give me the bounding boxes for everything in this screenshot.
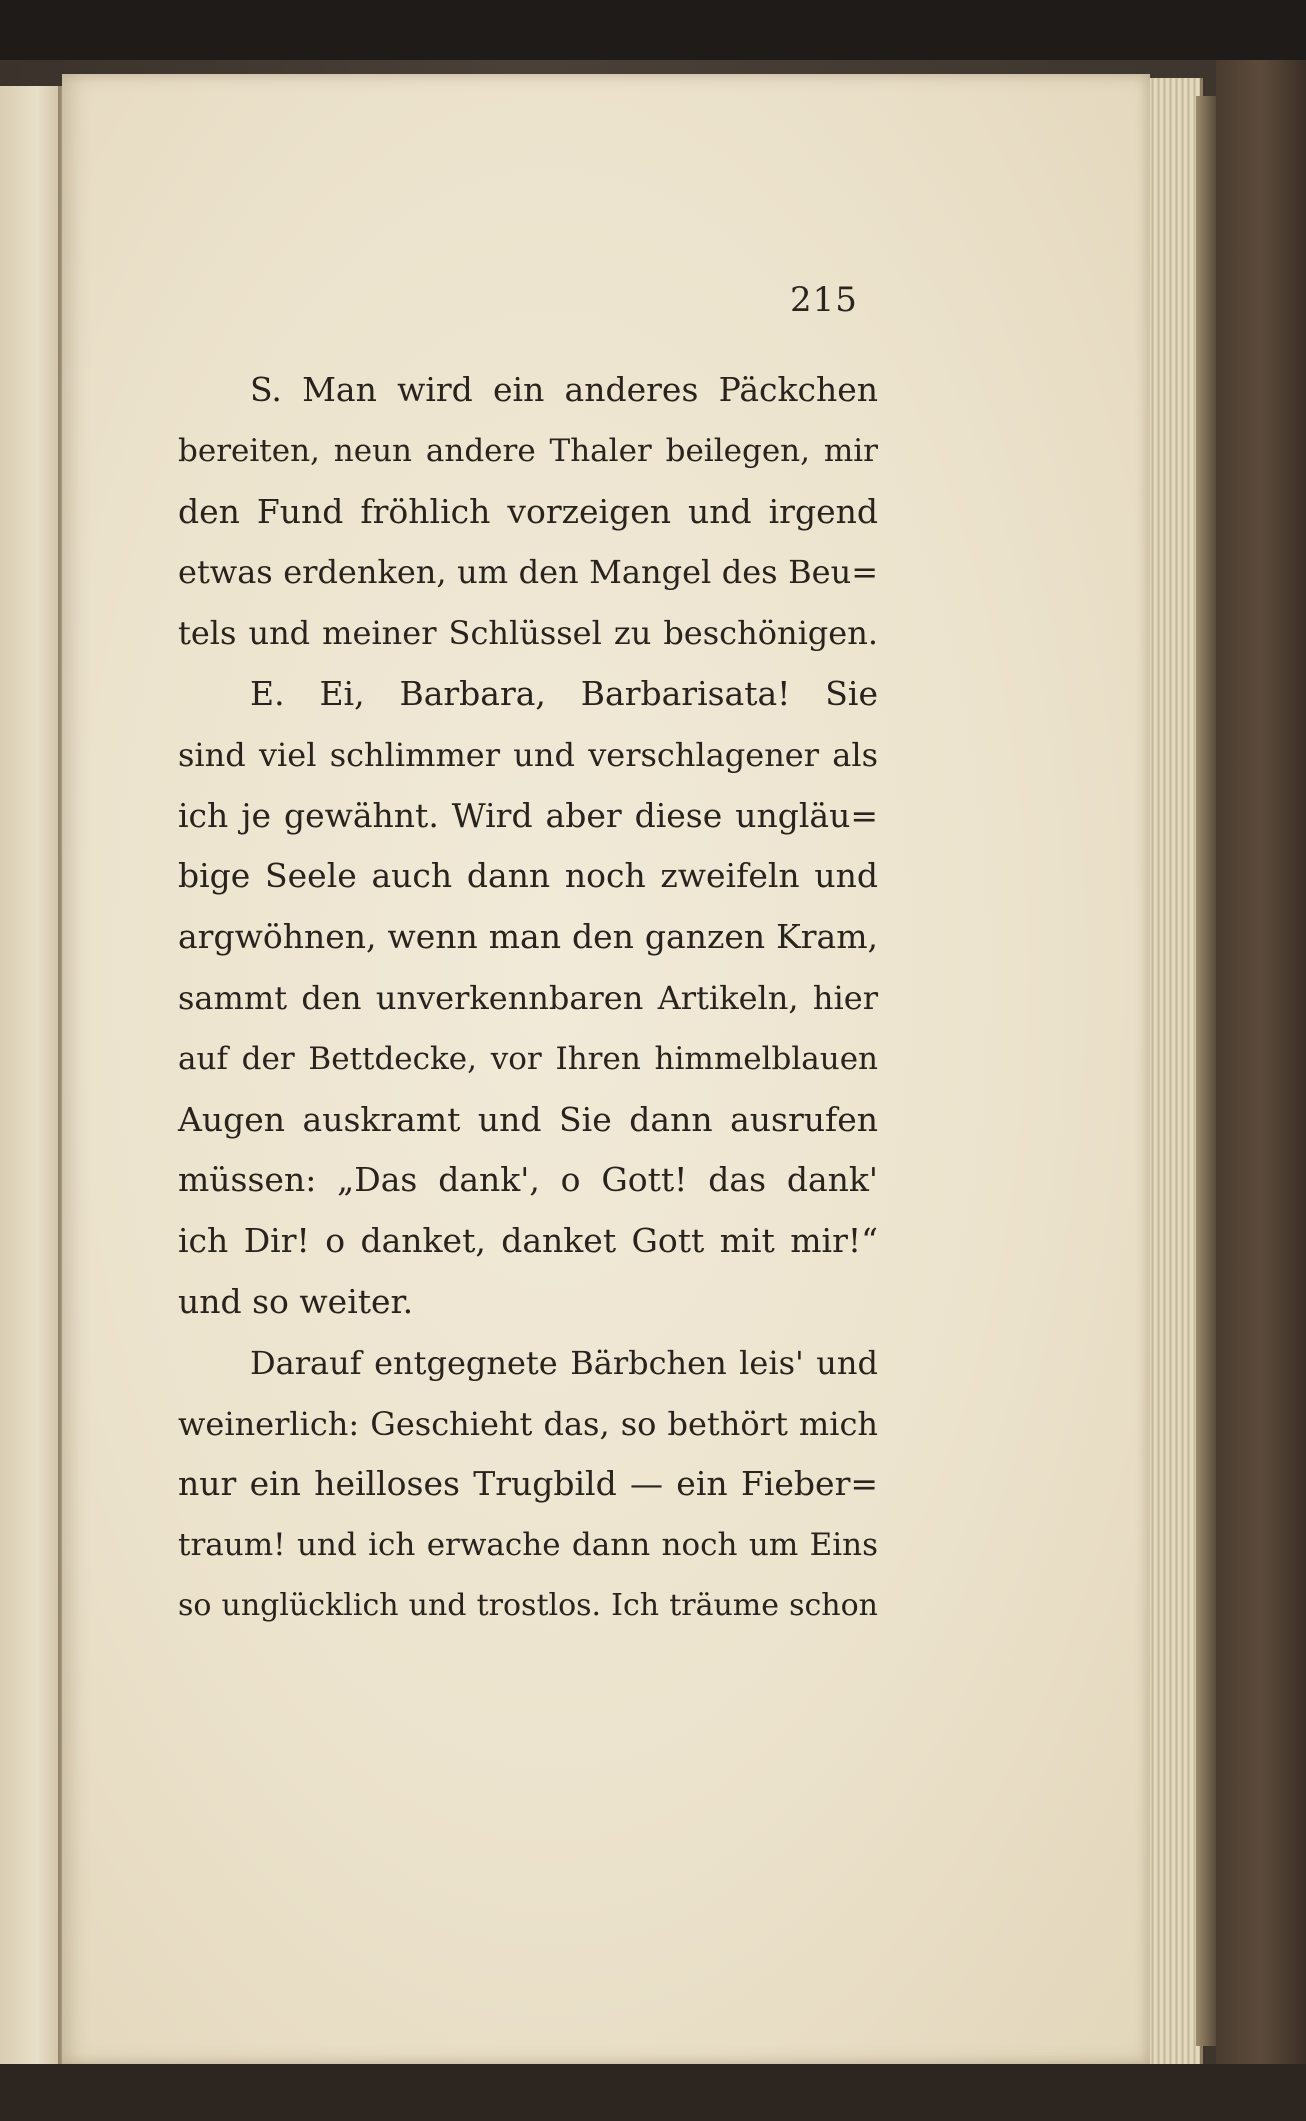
text-line: so unglücklich und trostlos. Ich träume schon — [178, 1587, 878, 1623]
page-edges-shadow — [1196, 96, 1216, 2046]
cover-board-right — [1216, 60, 1306, 2100]
previous-page-edge — [0, 86, 62, 2076]
text-line: ich je gewähnt. Wird aber diese ungläu= — [178, 795, 878, 835]
text-line: S. Man wird ein anderes Päckchen — [250, 370, 878, 409]
page-number: 215 — [790, 280, 858, 320]
text-line: etwas erdenken, um den Mangel des Beu= — [178, 553, 878, 592]
text-line: bereiten, neun andere Thaler beilegen, mir — [178, 432, 878, 469]
text-line: Darauf entgegnete Bärbchen leis' und — [250, 1343, 878, 1382]
background-top — [0, 0, 1306, 62]
page-text — [178, 360, 878, 1637]
text-line: und so weiter. — [178, 1281, 414, 1321]
text-line: weinerlich: Geschieht das, so bethört mich — [178, 1404, 878, 1443]
page-edges-stack — [1142, 78, 1203, 2068]
text-line: E. Ei, Barbara, Barbarisata! Sie — [250, 673, 878, 713]
text-line: argwöhnen, wenn man den ganzen Kram, — [178, 917, 878, 957]
text-line: auf der Bettdecke, vor Ihren himmelblauen — [178, 1040, 878, 1077]
text-line: bige Seele auch dann noch zweifeln und — [178, 856, 878, 896]
text-line: nur ein heilloses Trugbild — ein Fieber= — [178, 1464, 878, 1504]
text-line: müssen: „Das dank', o Gott! das dank' — [178, 1160, 878, 1200]
text-line: tels und meiner Schlüssel zu beschönigen. — [178, 614, 878, 653]
text-line: sammt den unverkennbaren Artikeln, hier — [178, 978, 878, 1017]
background-bottom — [0, 2064, 1306, 2121]
text-line: ich Dir! o danket, danket Gott mit mir!“ — [178, 1221, 878, 1261]
text-line: den Fund fröhlich vorzeigen und irgend — [178, 491, 878, 531]
text-line: sind viel schlimmer und verschlagener als — [178, 735, 878, 774]
text-line: Augen auskramt und Sie dann ausrufen — [178, 1099, 878, 1139]
text-line: traum! und ich erwache dann noch um Eins — [178, 1527, 878, 1564]
